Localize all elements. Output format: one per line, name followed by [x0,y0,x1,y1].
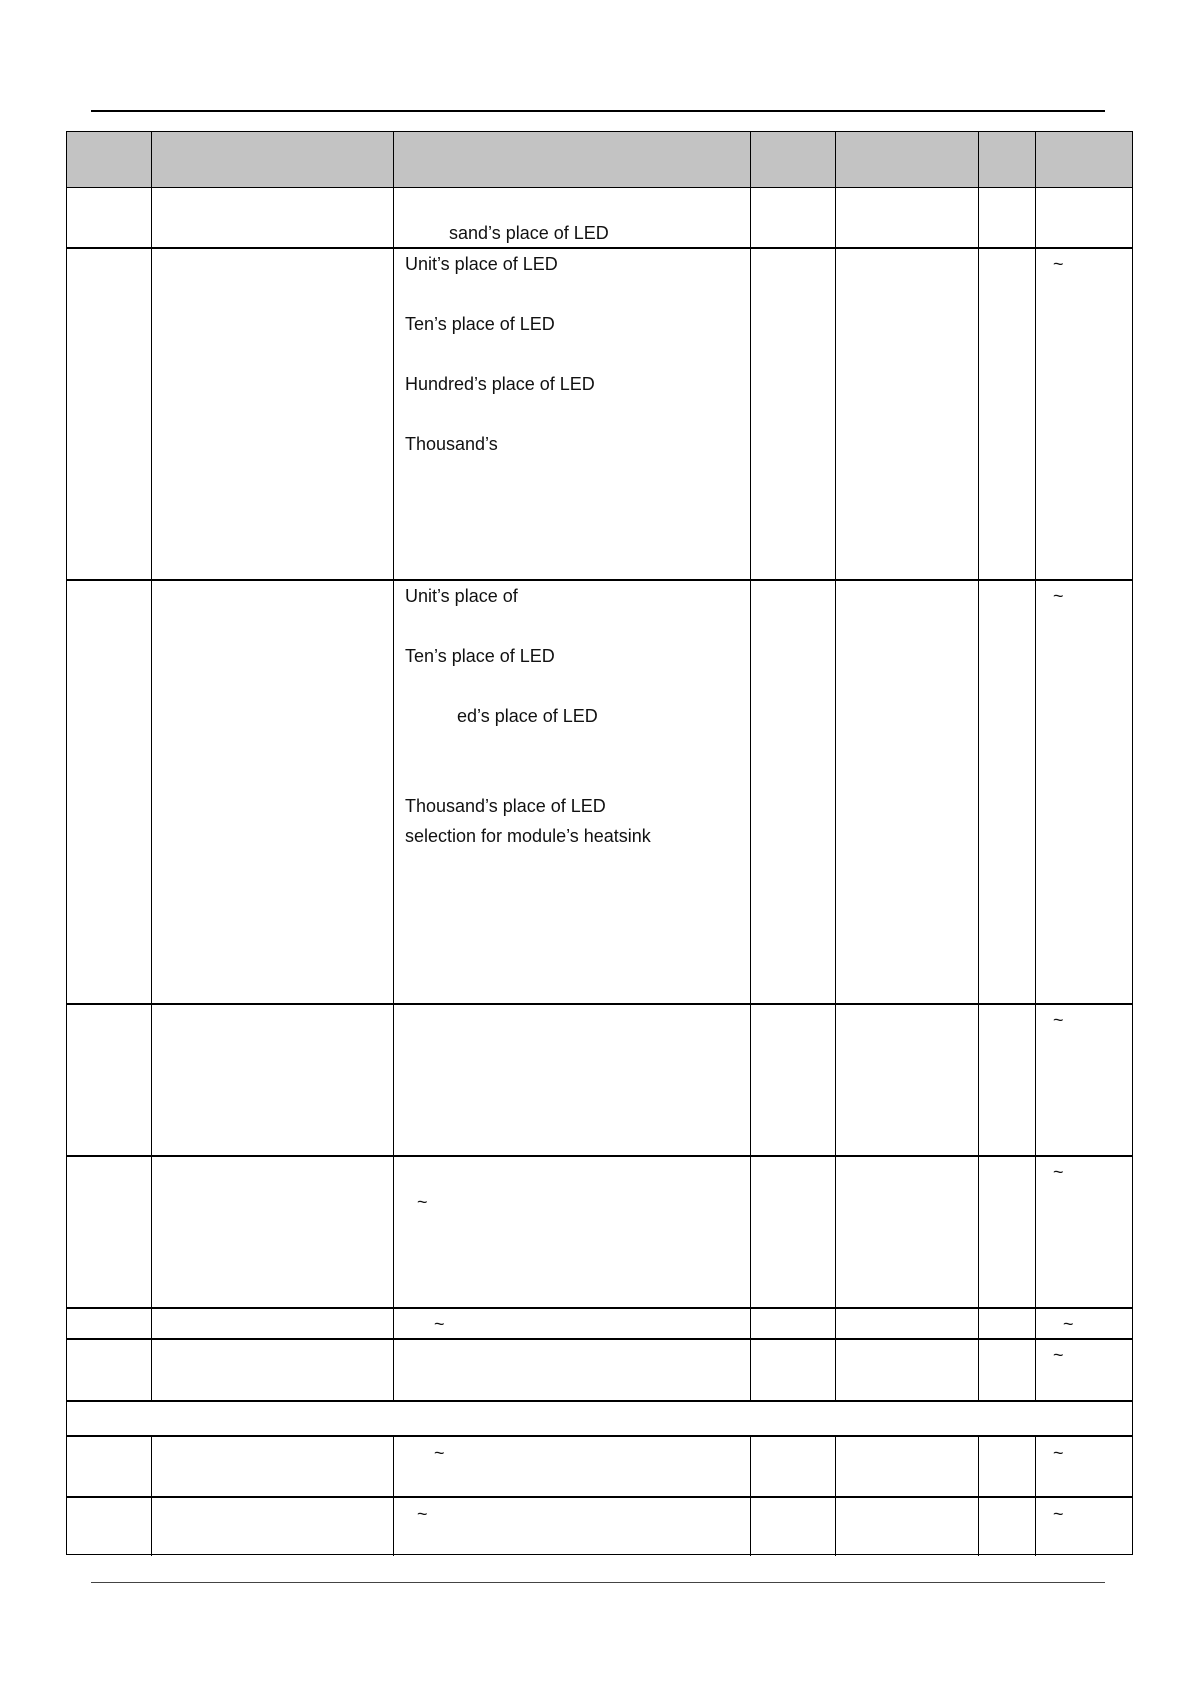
col-divider-6 [1035,132,1036,1401]
table-cell-text: Unit’s place of [405,586,518,606]
footer-rule [91,1582,1105,1583]
row-divider [67,579,1132,581]
table-cell-text: Ten’s place of LED [405,314,555,334]
col-divider-2 [393,132,394,1401]
row-divider [67,1307,1132,1309]
table-cell-text: sand’s place of LED [449,223,609,243]
range-tilde: ~ [1053,1443,1064,1463]
table-cell-text: Thousand’s [405,434,498,454]
col-divider-4 [835,132,836,1401]
range-tilde: ~ [1053,1345,1064,1365]
range-tilde: ~ [434,1443,445,1463]
col-divider-1 [151,132,152,1401]
table-cell-text: Thousand’s place of LED [405,796,606,816]
header-rule [91,110,1105,112]
range-tilde: ~ [1053,1504,1064,1524]
col-divider-5 [978,132,979,1401]
parameter-table [66,131,1133,1555]
row-divider [67,247,1132,249]
table-cell-text: Ten’s place of LED [405,646,555,666]
range-tilde: ~ [1053,1162,1064,1182]
table-cell-text: selection for module’s heatsink [405,826,651,846]
row-divider [67,1400,1132,1402]
range-tilde: ~ [417,1504,428,1524]
range-tilde: ~ [1053,586,1064,606]
range-tilde: ~ [417,1192,428,1212]
table-cell-text: Hundred’s place of LED [405,374,595,394]
range-tilde: ~ [1053,1010,1064,1030]
row-divider [67,1496,1132,1498]
table-cell-text: ed’s place of LED [457,706,598,726]
table-cell-text: Unit’s place of LED [405,254,558,274]
row-divider [67,1003,1132,1005]
row-divider [67,1435,1132,1437]
row-divider [67,1338,1132,1340]
col-divider-3 [750,132,751,1401]
range-tilde: ~ [434,1314,445,1334]
row-divider [67,1155,1132,1157]
range-tilde: ~ [1053,254,1064,274]
table-header-row [67,132,1132,188]
range-tilde: ~ [1063,1314,1074,1334]
